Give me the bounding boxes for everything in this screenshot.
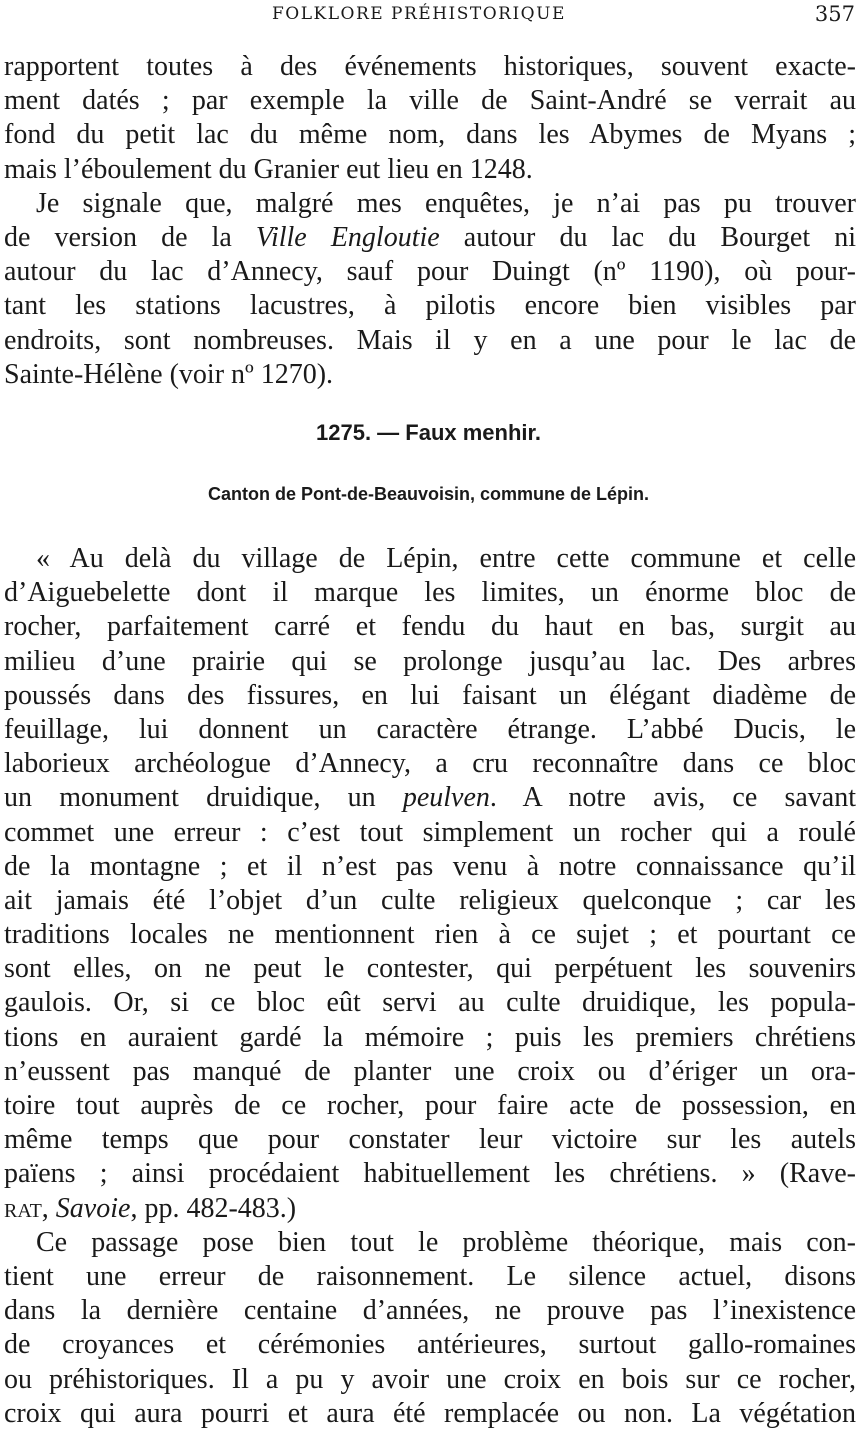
text-line: de version de la Ville Engloutie autour du lac du Bourget ni bbox=[4, 221, 856, 253]
text-line: tions en auraient gardé la mémoire ; puis les premiers chrétiens bbox=[4, 1021, 856, 1053]
running-title: FOLKLORE PRÉHISTORIQUE bbox=[272, 4, 566, 24]
text-line: rocher, parfaitement carré et fendu du haut en bas, surgit au bbox=[4, 611, 856, 643]
text-line: dans la dernière centaine d’années, ne prouve pas l’inexistence bbox=[4, 1295, 856, 1327]
text-line: fond du petit lac du même nom, dans les Abymes de Myans ; bbox=[4, 119, 856, 151]
text-line: rapportent toutes à des événements historiques, souvent exacte- bbox=[4, 51, 856, 82]
text-line: tant les stations lacustres, à pilotis encore bien visibles par bbox=[4, 290, 856, 322]
italic-title: Ville Engloutie bbox=[255, 221, 440, 253]
text-line: Je signale que, malgré mes enquêtes, je n’ai pas pu trouver bbox=[36, 187, 856, 219]
text-line: toire tout auprès de ce rocher, pour faire acte de possession, en bbox=[4, 1090, 856, 1121]
text-line: Ce passage pose bien tout le problème théorique, mais con- bbox=[36, 1226, 856, 1258]
text-line: d’Aiguebelette dont il marque les limites, un énorme bloc de bbox=[4, 577, 856, 609]
text-line: ment datés ; par exemple la ville de Saint-André se verrait au bbox=[4, 85, 856, 117]
text-line: laborieux archéologue d’Annecy, a cru reconnaître dans ce bloc bbox=[4, 748, 856, 780]
text-line: croix qui aura pourri et aura été remplacée ou non. La végétation bbox=[4, 1397, 856, 1429]
text-line: même temps que pour constater leur victoire sur les autels bbox=[4, 1124, 856, 1156]
text-line: de la montagne ; et il n’est pas venu à notre connaissance qu’il bbox=[4, 850, 856, 882]
section-title: 1275. — Faux menhir. bbox=[316, 420, 541, 445]
text-line: de croyances et cérémonies antérieures, surtout gallo-romaines bbox=[4, 1329, 856, 1361]
text-line: commet une erreur : c’est tout simplement un rocher qui a roulé bbox=[4, 816, 856, 848]
text-line: tient une erreur de raisonnement. Le silence actuel, disons bbox=[4, 1260, 856, 1292]
text-line: poussés dans des fissures, en lui faisant un élégant diadème de bbox=[4, 679, 856, 711]
text-line: traditions locales ne mentionnent rien à ce sujet ; et pourtant ce bbox=[4, 919, 856, 951]
text-line: « Au delà du village de Lépin, entre cette commune et celle bbox=[36, 543, 856, 574]
text-line: rat, Savoie, pp. 482-483.) bbox=[4, 1192, 297, 1224]
italic-term: peulven bbox=[402, 782, 490, 814]
text-line: païens ; ainsi procédaient habituellement les chrétiens. » (Rave- bbox=[4, 1158, 856, 1190]
text-line: autour du lac d’Annecy, sauf pour Duingt (nº 1190), où pour- bbox=[4, 256, 856, 288]
text-line: mais l’éboulement du Granier eut lieu en 1248. bbox=[4, 153, 533, 185]
text-line: un monument druidique, un peulven. A notre avis, ce savant bbox=[4, 782, 857, 814]
text-line: feuillage, lui donnent un caractère étrange. L’abbé Ducis, le bbox=[4, 713, 856, 745]
text-line: Sainte-Hélène (voir nº 1270). bbox=[4, 358, 334, 390]
text-block-main bbox=[4, 542, 856, 1431]
page-number: 357 bbox=[814, 2, 855, 26]
text-block-top bbox=[4, 50, 856, 392]
text-line: ait jamais été l’objet d’un culte religieux quelconque ; car les bbox=[4, 884, 856, 916]
text-line: n’eussent pas manqué de planter une croix ou d’ériger un ora- bbox=[4, 1055, 856, 1087]
text-line: endroits, sont nombreuses. Mais il y en a une pour le lac de bbox=[4, 324, 856, 356]
section-subtitle: Canton de Pont-de-Beauvoisin, commune de Lépin. bbox=[207, 484, 650, 504]
text-line: sont elles, on ne peut le contester, qui perpétuent les souvenirs bbox=[4, 953, 856, 985]
text-line: milieu d’une prairie qui se prolonge jusqu’au lac. Des arbres bbox=[4, 645, 856, 677]
running-header bbox=[0, 2, 857, 30]
italic-source: Savoie bbox=[55, 1192, 131, 1224]
text-line: ou préhistoriques. Il a pu y avoir une croix en bois sur ce rocher, bbox=[4, 1363, 856, 1395]
text-line: gaulois. Or, si ce bloc eût servi au culte druidique, les popula- bbox=[4, 987, 856, 1019]
